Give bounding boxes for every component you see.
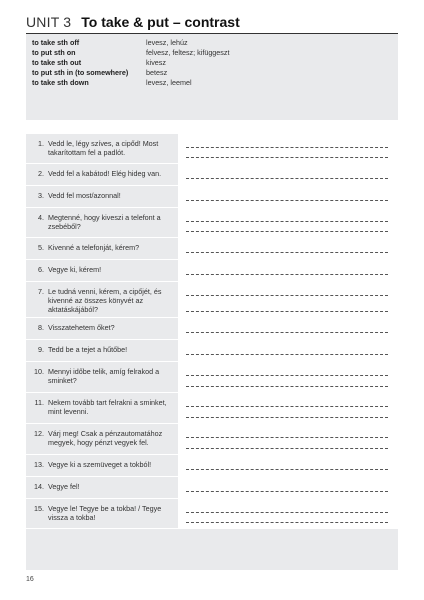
exercise-prompt <box>26 186 178 208</box>
exercise-item <box>26 340 398 362</box>
exercise-number: 13. <box>34 460 44 469</box>
answer-area[interactable] <box>178 340 398 362</box>
answer-line[interactable] <box>186 178 388 179</box>
answer-line[interactable] <box>186 491 388 492</box>
exercise-item <box>26 282 398 318</box>
exercise-item <box>26 208 398 238</box>
exercise-sentence: Várj meg! Csak a pénzautomatához megyek, hogy pénzt vegyek fel. <box>48 429 163 447</box>
vocab-hungarian: levesz, leemel <box>146 78 192 87</box>
exercise-sentence: Mennyi időbe telik, amíg felrakod a sminket? <box>48 367 160 385</box>
vocab-english: to put sth in (to somewhere) <box>32 68 129 77</box>
exercise-sentence: Nekem tovább tart felrakni a sminket, mint levenni. <box>48 398 167 416</box>
vocab-hungarian: felvesz, feltesz; kifüggeszt <box>146 48 230 57</box>
answer-area[interactable] <box>178 260 398 282</box>
vocab-english: to take sth down <box>32 78 89 87</box>
answer-area[interactable] <box>178 362 398 393</box>
vocab-row <box>32 48 392 58</box>
answer-area[interactable] <box>178 424 398 455</box>
answer-line[interactable] <box>186 311 388 312</box>
exercise-sentence: Vegye ki, kérem! <box>48 265 102 274</box>
answer-area[interactable] <box>178 499 398 529</box>
answer-line[interactable] <box>186 469 388 470</box>
exercise-item <box>26 424 398 455</box>
vocab-row <box>32 58 392 68</box>
exercise-prompt <box>26 455 178 477</box>
exercise-number: 7. <box>38 287 44 296</box>
exercise-number: 9. <box>38 345 44 354</box>
vocab-english: to take sth out <box>32 58 82 67</box>
exercise-number: 8. <box>38 323 44 332</box>
answer-area[interactable] <box>178 318 398 340</box>
exercise-sentence: Vedd fel a kabátod! Elég hideg van. <box>48 169 162 178</box>
answer-line[interactable] <box>186 375 388 376</box>
exercise-item <box>26 499 398 529</box>
exercise-sentence: Vegye le! Tegye be a tokba! / Tegye vissza a tokba! <box>48 504 162 522</box>
exercise-sentence: Vegye ki a szemüveget a tokból! <box>48 460 152 469</box>
exercise-number: 10. <box>34 367 44 376</box>
answer-line[interactable] <box>186 417 388 418</box>
exercise-number: 11. <box>34 398 44 407</box>
exercise-item <box>26 393 398 424</box>
vocab-hungarian: kivesz <box>146 58 166 67</box>
answer-area[interactable] <box>178 134 398 164</box>
exercise-sentence: Vedd fel most/azonnal! <box>48 191 121 200</box>
answer-area[interactable] <box>178 164 398 186</box>
exercise-sentence: Vedd le, légy szíves, a cipőd! Most takarítottam fel a padlót. <box>48 139 159 157</box>
exercise-item <box>26 455 398 477</box>
answer-line[interactable] <box>186 354 388 355</box>
vocab-hungarian: levesz, lehúz <box>146 38 188 47</box>
exercise-prompt <box>26 260 178 282</box>
answer-line[interactable] <box>186 231 388 232</box>
exercise-item <box>26 362 398 393</box>
answer-line[interactable] <box>186 157 388 158</box>
answer-line[interactable] <box>186 512 388 513</box>
vocab-row <box>32 68 392 78</box>
vocab-row <box>32 38 392 48</box>
exercise-prompt <box>26 499 178 529</box>
exercise-number: 14. <box>34 482 44 491</box>
answer-line[interactable] <box>186 274 388 275</box>
exercise-prompt <box>26 340 178 362</box>
exercise-item <box>26 164 398 186</box>
answer-area[interactable] <box>178 455 398 477</box>
answer-line[interactable] <box>186 295 388 296</box>
answer-area[interactable] <box>178 238 398 260</box>
exercise-prompt <box>26 318 178 340</box>
unit-label: UNIT 3 <box>26 14 72 30</box>
page-number: 16 <box>26 576 34 583</box>
exercise-number: 3. <box>38 191 44 200</box>
exercise-prompt <box>26 424 178 455</box>
exercise-prompt <box>26 208 178 238</box>
answer-area[interactable] <box>178 393 398 424</box>
exercise-sentence: Visszatehetem őket? <box>48 323 115 332</box>
page-title: To take & put – contrast <box>81 14 240 30</box>
exercise-prompt <box>26 477 178 499</box>
answer-line[interactable] <box>186 406 388 407</box>
exercise-prompt <box>26 282 178 318</box>
exercise-item <box>26 260 398 282</box>
answer-line[interactable] <box>186 386 388 387</box>
exercise-prompt <box>26 134 178 164</box>
answer-area[interactable] <box>178 208 398 238</box>
row-divider <box>26 528 398 529</box>
exercise-number: 2. <box>38 169 44 178</box>
exercise-item <box>26 238 398 260</box>
exercise-number: 5. <box>38 243 44 252</box>
answer-line[interactable] <box>186 332 388 333</box>
vocab-english: to take sth off <box>32 38 80 47</box>
vocab-row <box>32 78 392 88</box>
answer-line[interactable] <box>186 437 388 438</box>
answer-line[interactable] <box>186 522 388 523</box>
exercise-area <box>26 134 398 570</box>
answer-area[interactable] <box>178 186 398 208</box>
answer-line[interactable] <box>186 200 388 201</box>
answer-area[interactable] <box>178 477 398 499</box>
exercise-sentence: Kivenné a telefonját, kérem? <box>48 243 140 252</box>
answer-line[interactable] <box>186 448 388 449</box>
exercise-sentence: Tedd be a tejet a hűtőbe! <box>48 345 128 354</box>
exercise-sentence: Le tudná venni, kérem, a cipőjét, és kivenné az összes könyvét az aktatáskájából? <box>48 287 162 314</box>
exercise-prompt <box>26 164 178 186</box>
exercise-prompt <box>26 362 178 393</box>
exercise-item <box>26 134 398 164</box>
exercise-sentence: Vegye fel! <box>48 482 80 491</box>
exercise-item <box>26 318 398 340</box>
exercise-prompt <box>26 393 178 424</box>
exercise-number: 6. <box>38 265 44 274</box>
answer-line[interactable] <box>186 252 388 253</box>
exercise-number: 12. <box>34 429 44 438</box>
answer-line[interactable] <box>186 147 388 148</box>
vocab-hungarian: betesz <box>146 68 168 77</box>
unit-header <box>26 12 398 34</box>
exercise-prompt <box>26 238 178 260</box>
exercise-item <box>26 477 398 499</box>
exercise-item <box>26 186 398 208</box>
exercise-sentence: Megtenné, hogy kiveszi a telefont a zsebéből? <box>48 213 161 231</box>
answer-area[interactable] <box>178 282 398 318</box>
answer-line[interactable] <box>186 221 388 222</box>
exercise-number: 4. <box>38 213 44 222</box>
exercise-number: 1. <box>38 139 44 148</box>
vocab-english: to put sth on <box>32 48 76 57</box>
exercise-number: 15. <box>34 504 44 513</box>
vocabulary-box <box>26 34 398 120</box>
